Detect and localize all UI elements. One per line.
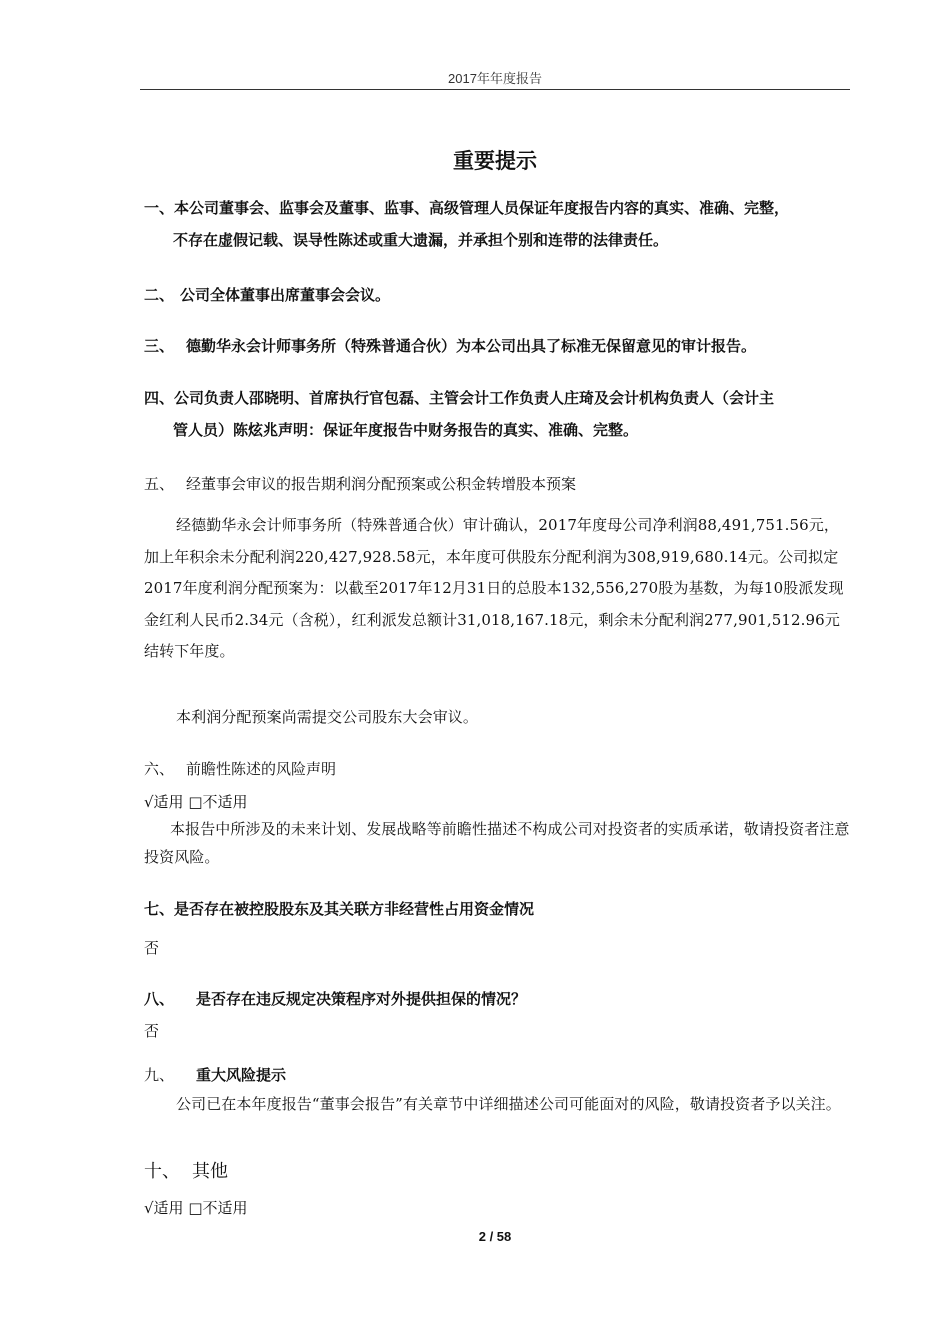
item-text: 其他 [192,1161,228,1182]
header-divider [140,89,850,90]
item-2 [144,279,854,311]
item-text: 公司负责人邵晓明、首席执行官包磊、主管会计工作负责人庄琦及会计机构负责人（会计主 [174,389,775,407]
item-number: 六、 [144,760,175,778]
item-text-continued: 管人员）陈炫兆声明：保证年度报告中财务报告的真实、准确、完整。 [173,421,639,439]
item-text: 重大风险提示 [196,1066,287,1084]
item-number: 三、 [144,337,175,355]
item-9 [144,1059,854,1091]
item-7 [144,893,854,925]
item-number: 四、 [144,389,175,407]
item-number: 十、 [144,1161,180,1182]
item-1 [144,192,854,256]
item-text: 经董事会审议的报告期利润分配预案或公积金转增股本预案 [186,475,577,493]
item-3 [144,330,854,362]
page-title: 重要提示 [453,149,537,173]
item-8 [144,983,854,1015]
item-number: 九、 [144,1066,175,1084]
applicable-status-10: √适用 □不适用 [144,1199,248,1217]
item-number: 二、 [144,286,175,304]
answer-8: 否 [144,1022,160,1040]
item-text: 是否存在被控股股东及其关联方非经营性占用资金情况 [174,900,535,918]
item-10 [144,1156,854,1188]
item-number: 七、 [144,900,175,918]
item-number: 一、 [144,199,175,217]
applicable-status-6: √适用 □不适用 [144,793,248,811]
item-text: 公司全体董事出席董事会会议。 [180,286,391,304]
answer-7: 否 [144,939,160,957]
item-text: 德勤华永会计师事务所（特殊普通合伙）为本公司出具了标准无保留意见的审计报告。 [186,337,757,355]
page-number: 2 / 58 [478,1229,512,1244]
item-text: 是否存在违反规定决策程序对外提供担保的情况？ [196,990,527,1008]
major-risk-paragraph: 公司已在本年度报告“董事会报告”有关章节中详细描述公司可能面对的风险，敬请投资者予以关注。 [176,1095,841,1113]
profit-distribution-note: 本利润分配预案尚需提交公司股东大会审议。 [176,708,479,726]
forward-looking-paragraph: 本报告中所涉及的未来计划、发展战略等前瞻性描述不构成公司对投资者的实质承诺，敬请投资者注意投资风险。 [144,820,850,866]
profit-distribution-paragraph: 经德勤华永会计师事务所（特殊普通合伙）审计确认，2017年度母公司净利润88,491,751.56元，加上年积余未分配利润220,427,928.58元，本年度可供股东分配利润为308,919,680.14元。公司拟定2017年度利润分配预案为：以截至2017年12月31日的总股本132,556,270股为基数，为每10股派发现金红利人民币2.34元（含税），红利派发总额计31,018,167.18元，剩余未分配利润277,901,512.96元结转下年度。 [144,516,844,660]
item-number: 五、 [144,475,175,493]
item-6 [144,753,854,785]
item-5 [144,468,854,500]
item-text: 本公司董事会、监事会及董事、监事、高级管理人员保证年度报告内容的真实、准确、完整， [174,199,790,217]
item-text-continued: 不存在虚假记载、误导性陈述或重大遗漏，并承担个别和连带的法律责任。 [173,231,669,249]
item-4 [144,382,854,446]
page-header: 2017年年度报告 [448,71,542,86]
item-text: 前瞻性陈述的风险声明 [186,760,337,778]
item-number: 八、 [144,990,175,1008]
